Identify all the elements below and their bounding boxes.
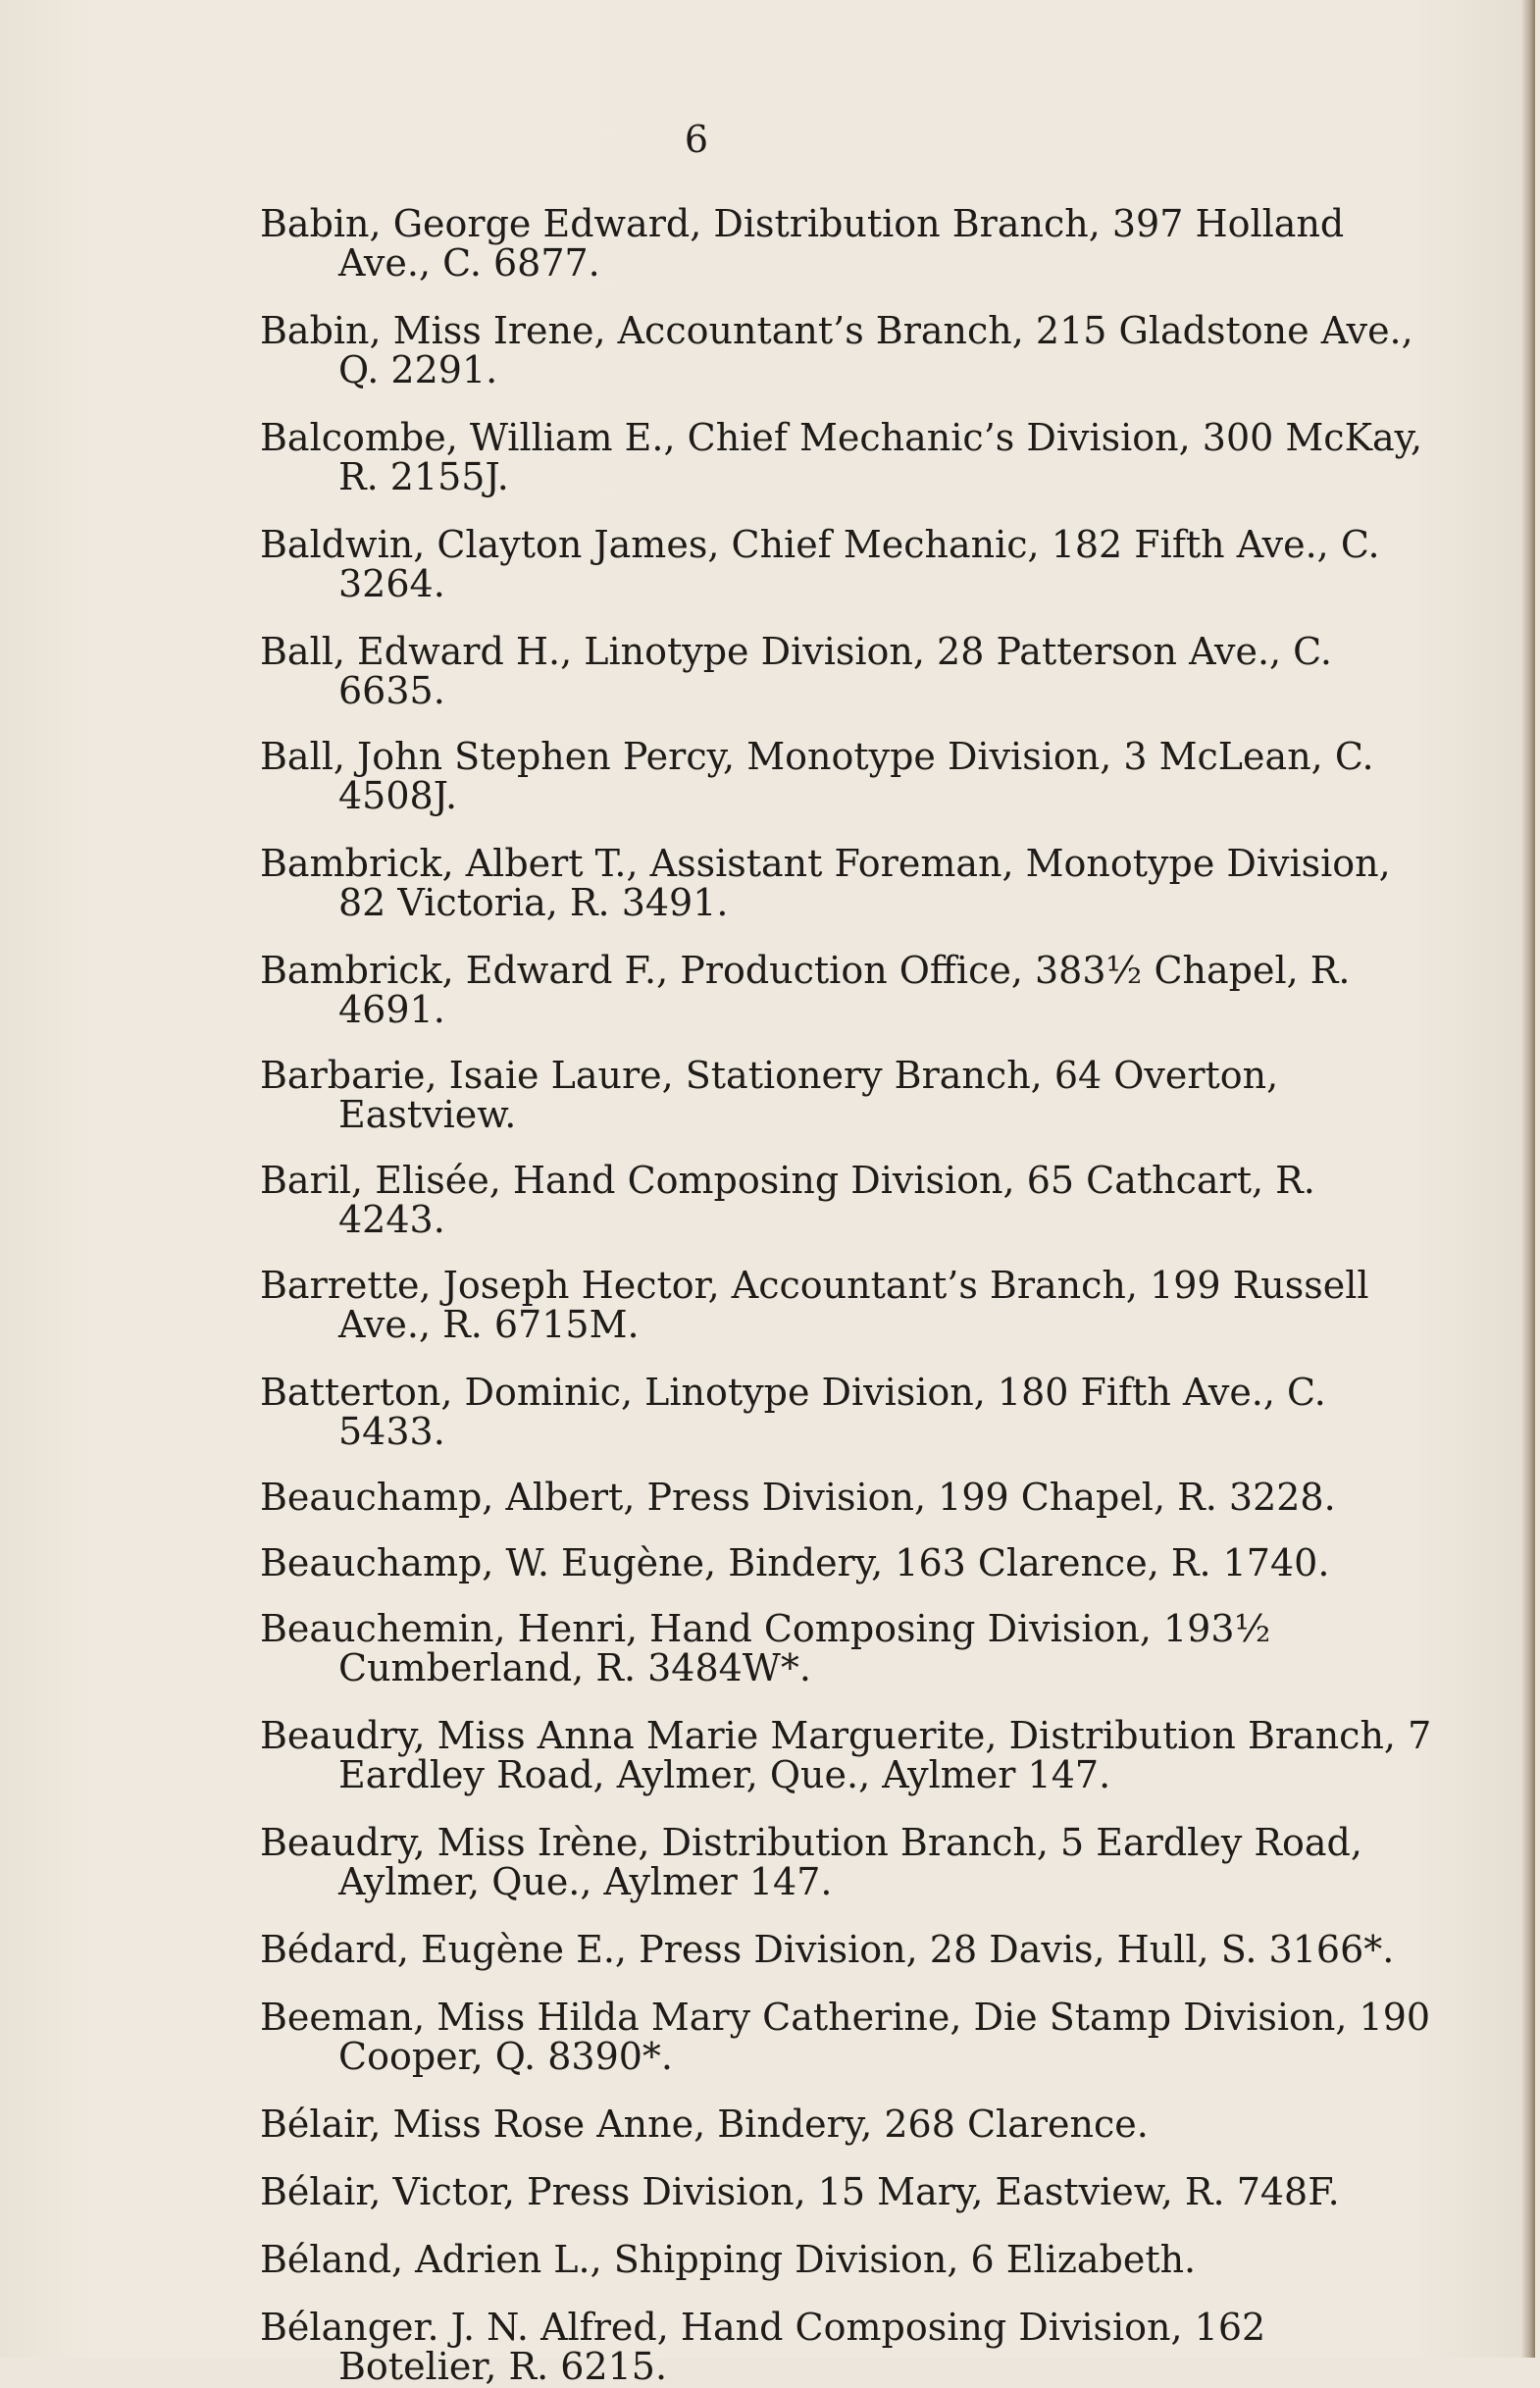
list-entry: Baldwin, Clayton James, Chief Mechanic, 182 Fifth Ave., C. 3264. (260, 523, 1380, 605)
list-entry: Bélair, Miss Rose Anne, Bindery, 268 Clarence. (260, 2102, 1149, 2146)
list-entry: Balcombe, William E., Chief Mechanic’s Division, 300 McKay, R. 2155J. (260, 416, 1423, 498)
list-entry: Bélanger. J. N. Alfred, Hand Composing Division, 162 Botelier, R. 6215. (260, 2306, 1266, 2388)
employee-list (260, 204, 1432, 2386)
list-entry: Batterton, Dominic, Linotype Division, 180 Fifth Ave., C. 5433. (260, 1371, 1326, 1453)
list-entry: Bédard, Eugène E., Press Division, 28 Davis, Hull, S. 3166*. (260, 1928, 1395, 1971)
list-entry: Beaudry, Miss Irène, Distribution Branch, 5 Eardley Road, Aylmer, Que., Aylmer 147. (260, 1821, 1362, 1903)
list-entry: Babin, George Edward, Distribution Branch, 397 Holland Ave., C. 6877. (260, 202, 1345, 285)
list-entry: Ball, John Stephen Percy, Monotype Division, 3 McLean, C. 4508J. (260, 735, 1374, 817)
page-number: 6 (684, 118, 709, 161)
list-entry: Barrette, Joseph Hector, Accountant’s Branch, 199 Russell Ave., R. 6715M. (260, 1264, 1369, 1346)
list-entry: Beauchamp, Albert, Press Division, 199 Chapel, R. 3228. (260, 1476, 1336, 1519)
list-entry: Beauchemin, Henri, Hand Composing Division, 193½ Cumberland, R. 3484W*. (260, 1607, 1271, 1689)
list-entry: Bambrick, Edward F., Production Office, 383½ Chapel, R. 4691. (260, 949, 1351, 1031)
list-entry: Bambrick, Albert T., Assistant Foreman, Monotype Division, 82 Victoria, R. 3491. (260, 842, 1391, 924)
list-entry: Baril, Elisée, Hand Composing Division, 65 Cathcart, R. 4243. (260, 1159, 1315, 1241)
list-entry: Beaudry, Miss Anna Marie Marguerite, Distribution Branch, 7 Eardley Road, Aylmer, Que., Aylmer 147. (260, 1714, 1432, 1796)
list-entry: Beeman, Miss Hilda Mary Catherine, Die Stamp Division, 190 Cooper, Q. 8390*. (260, 1996, 1431, 2078)
list-entry: Barbarie, Isaie Laure, Stationery Branch, 64 Overton, Eastview. (260, 1054, 1279, 1136)
list-entry: Bélair, Victor, Press Division, 15 Mary, Eastview, R. 748F. (260, 2170, 1340, 2213)
list-entry: Babin, Miss Irene, Accountant’s Branch, 215 Gladstone Ave., Q. 2291. (260, 309, 1413, 391)
page-edge-shadow (1521, 0, 1535, 2358)
list-entry: Ball, Edward H., Linotype Division, 28 Patterson Ave., C. 6635. (260, 630, 1332, 712)
list-entry: Béland, Adrien L., Shipping Division, 6 Elizabeth. (260, 2238, 1197, 2281)
list-entry: Beauchamp, W. Eugène, Bindery, 163 Clarence, R. 1740. (260, 1541, 1330, 1584)
